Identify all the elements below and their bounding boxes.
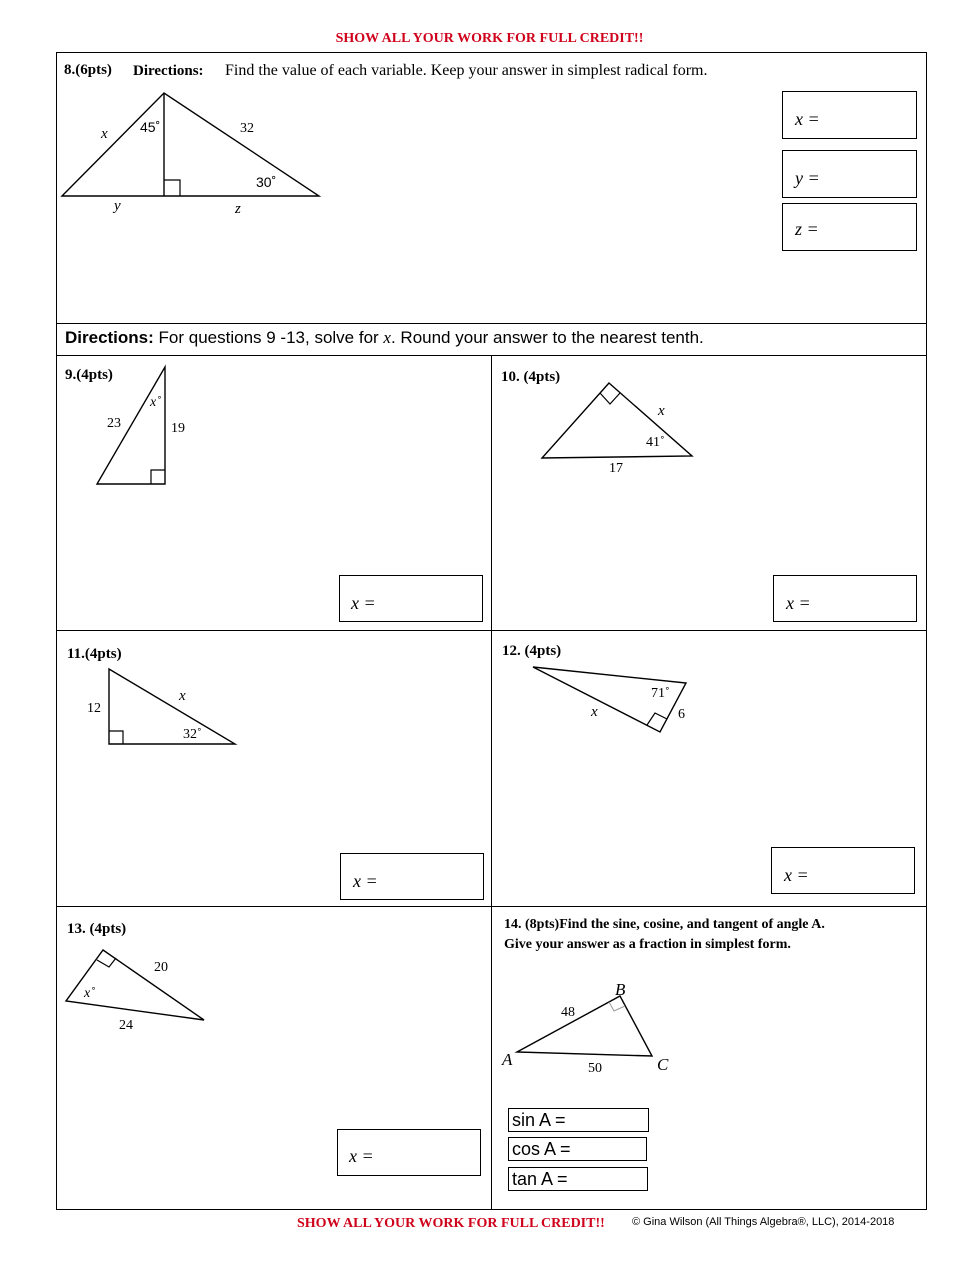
- q11-label-32: 32˚: [183, 727, 202, 742]
- q14-label-48: 48: [561, 1005, 575, 1020]
- q8-label-32: 32: [240, 121, 254, 136]
- q12-number: 12. (4pts): [502, 643, 562, 659]
- q11-number: 11.(4pts): [67, 646, 122, 662]
- q9-label-23: 23: [107, 416, 121, 431]
- q14-label-A: A: [502, 1050, 513, 1069]
- directions-9-13-text-a: For questions 9 -13, solve for: [158, 328, 384, 347]
- directions-9-13-var: x: [383, 328, 391, 347]
- footer-copyright: © Gina Wilson (All Things Algebra®, LLC), 2014-2018: [632, 1216, 895, 1228]
- q14-tan-box[interactable]: [508, 1167, 648, 1191]
- q8-answer-x-label: x =: [795, 109, 820, 129]
- q12-answer-label: x =: [784, 865, 809, 885]
- q14-cos-label: cos A =: [512, 1139, 571, 1159]
- q14-line2: Give your answer as a fraction in simplest form.: [504, 937, 791, 952]
- q10-label-17: 17: [609, 461, 623, 476]
- q8-label-x: x: [101, 126, 108, 142]
- q8-label-y: y: [114, 198, 121, 214]
- q8-directions-text: Find the value of each variable. Keep your answer in simplest radical form.: [225, 62, 708, 79]
- q11-answer-label: x =: [353, 871, 378, 891]
- footer-show-work: SHOW ALL YOUR WORK FOR FULL CREDIT!!: [297, 1216, 605, 1231]
- q14-tan-label: tan A =: [512, 1169, 568, 1189]
- q14-line1: 14. (8pts)Find the sine, cosine, and tangent of angle A.: [504, 917, 825, 932]
- q10-number: 10. (4pts): [501, 369, 561, 385]
- q14-label-50: 50: [588, 1061, 602, 1076]
- q10-label-x: x: [658, 403, 665, 419]
- q8-directions-label: Directions:: [133, 63, 204, 79]
- q8-answer-z-label: z =: [795, 219, 819, 239]
- q11-label-x: x: [179, 688, 186, 704]
- q14-cos-box[interactable]: [508, 1137, 647, 1161]
- q9-answer-label: x =: [351, 593, 376, 613]
- directions-9-13-label: Directions:: [65, 328, 154, 347]
- q8-label-30: 30˚: [256, 174, 277, 190]
- q13-number: 13. (4pts): [67, 921, 127, 937]
- q14-label-B: B: [615, 980, 626, 999]
- q8-answer-y-label: y =: [795, 168, 820, 188]
- q10-answer-label: x =: [786, 593, 811, 613]
- q14-sin-label: sin A =: [512, 1110, 566, 1130]
- header-show-work: SHOW ALL YOUR WORK FOR FULL CREDIT!!: [335, 31, 644, 46]
- q9-number: 9.(4pts): [65, 367, 113, 383]
- q14-label-C: C: [657, 1055, 669, 1074]
- q8-label-45: 45˚: [140, 119, 161, 135]
- q14-sin-box[interactable]: [508, 1108, 649, 1132]
- q8-label-z: z: [235, 201, 241, 217]
- q13-answer-label: x =: [349, 1146, 374, 1166]
- q9-label-x: x˚: [150, 395, 161, 410]
- q12-label-6: 6: [678, 707, 685, 722]
- q10-label-41: 41˚: [646, 435, 665, 450]
- directions-9-13-text-b: . Round your answer to the nearest tenth.: [390, 328, 704, 347]
- q13-label-20: 20: [154, 960, 168, 975]
- q12-label-71: 71˚: [651, 686, 670, 701]
- q13-label-24: 24: [119, 1018, 133, 1033]
- q11-label-12: 12: [87, 701, 101, 716]
- q13-label-x: x˚: [84, 986, 95, 1001]
- q12-label-x: x: [591, 704, 598, 720]
- q9-label-19: 19: [171, 421, 185, 436]
- q8-number: 8.(6pts): [64, 62, 112, 78]
